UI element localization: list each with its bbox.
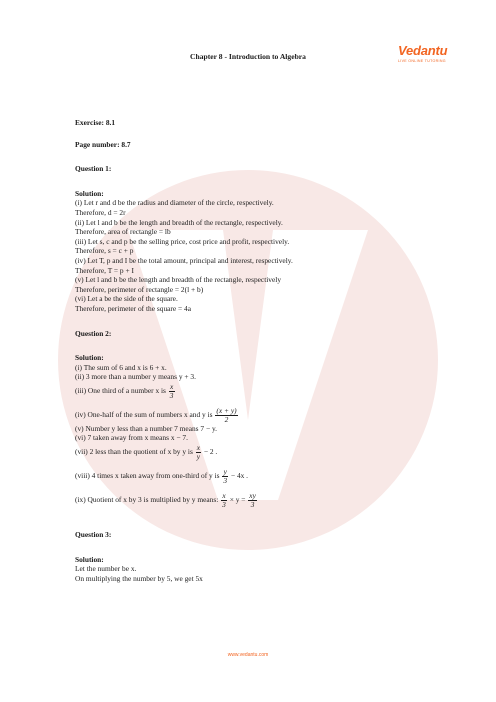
- q2-line-9-text: (ix) Quotient of x by 3 is multiplied by y means:: [75, 495, 219, 505]
- fraction: [215, 407, 237, 424]
- fraction-denominator: 3: [222, 499, 226, 509]
- fraction-numerator: y: [223, 466, 227, 476]
- question-2-solution-label: Solution:: [75, 353, 104, 363]
- vedantu-logo: [398, 44, 456, 68]
- q2-line-6: (vi) 7 taken away from x means x − 7.: [75, 433, 188, 443]
- fraction-numerator: xy: [249, 490, 256, 500]
- q2-line-2: (ii) 3 more than a number y means y + 3.: [75, 372, 196, 382]
- q2-line-8: [75, 467, 420, 485]
- q1-line: (iv) Let T, p and I be the total amount, principal and interest, respectively.: [75, 255, 293, 265]
- question-1-title: Question 1:: [75, 164, 112, 174]
- q2-line-7-tail: − 2 .: [203, 447, 218, 457]
- q2-line-8-text: (viii) 4 times x taken away from one-third of y is: [75, 471, 220, 481]
- q2-line-9: [75, 491, 420, 509]
- logo-tagline: LIVE ONLINE TUTORING: [398, 59, 446, 63]
- q2-line-3: [75, 382, 420, 400]
- fraction-denominator: 2: [224, 414, 229, 424]
- q1-line: Therefore, T = p + I: [75, 265, 134, 275]
- q2-line-4: [75, 406, 420, 424]
- q1-line: (ii) Let l and b be the length and breadth of the rectangle, respectively.: [75, 217, 283, 227]
- q1-line: (vi) Let a be the side of the square.: [75, 294, 178, 304]
- fraction: [196, 444, 201, 461]
- q2-line-9-mid: × y =: [229, 495, 246, 505]
- q2-line-7: [75, 443, 420, 461]
- logo-wordmark: Vedantu: [398, 43, 448, 58]
- fraction: [248, 492, 257, 509]
- question-2-title: Question 2:: [75, 328, 112, 338]
- page-number-label: Page number: 8.7: [75, 139, 131, 149]
- q1-line: Therefore, s = c + p: [75, 246, 134, 256]
- q3-line: On multiplying the number by 5, we get 5x: [75, 573, 203, 583]
- question-3-solution-label: Solution:: [75, 554, 104, 564]
- q1-line: Therefore, perimeter of rectangle = 2(l + b): [75, 284, 204, 294]
- chapter-title: Chapter 8 - Introduction to Algebra: [190, 52, 306, 61]
- q2-line-1: (i) The sum of 6 and x is 6 + x.: [75, 362, 167, 372]
- exercise-label: Exercise: 8.1: [75, 118, 116, 127]
- document-body: [75, 118, 420, 583]
- fraction-denominator: 3: [169, 390, 174, 400]
- fraction-numerator: x: [222, 490, 226, 500]
- question-1-solution-label: Solution:: [75, 188, 104, 198]
- q1-line: Therefore, d = 2r: [75, 207, 126, 217]
- fraction-denominator: 3: [250, 499, 255, 509]
- q1-line: (v) Let l and b be the length and breadth of the rectangle, respectively: [75, 275, 282, 285]
- fraction: [222, 468, 228, 485]
- q2-line-8-tail: − 4x .: [230, 471, 249, 481]
- q2-line-3-text: (iii) One third of a number x is: [75, 385, 166, 395]
- fraction-denominator: y: [196, 451, 200, 461]
- fraction-numerator: (x + y): [216, 405, 237, 415]
- q1-line: (iii) Let s, c and p be the selling price, cost price and profit, respectively.: [75, 236, 290, 246]
- q3-line: Let the number be x.: [75, 564, 137, 574]
- q2-line-7-text: (vii) 2 less than the quotient of x by y is: [75, 447, 193, 457]
- fraction: [169, 383, 175, 400]
- fraction-denominator: 3: [223, 475, 228, 485]
- q1-line: Therefore, area of rectangle = lb: [75, 227, 171, 237]
- q2-line-5: (v) Number y less than a number 7 means 7 − y.: [75, 423, 218, 433]
- q1-line: (i) Let r and d be the radius and diameter of the circle, respectively.: [75, 198, 274, 208]
- q2-line-4-text: (iv) One-half of the sum of numbers x and y is: [75, 409, 213, 419]
- fraction-numerator: x: [196, 442, 200, 452]
- footer-url[interactable]: www.vedantu.com: [227, 652, 269, 658]
- q1-line: Therefore, perimeter of the square = 4a: [75, 303, 191, 313]
- fraction-numerator: x: [170, 381, 174, 391]
- fraction: [221, 492, 227, 509]
- question-3-title: Question 3:: [75, 530, 112, 540]
